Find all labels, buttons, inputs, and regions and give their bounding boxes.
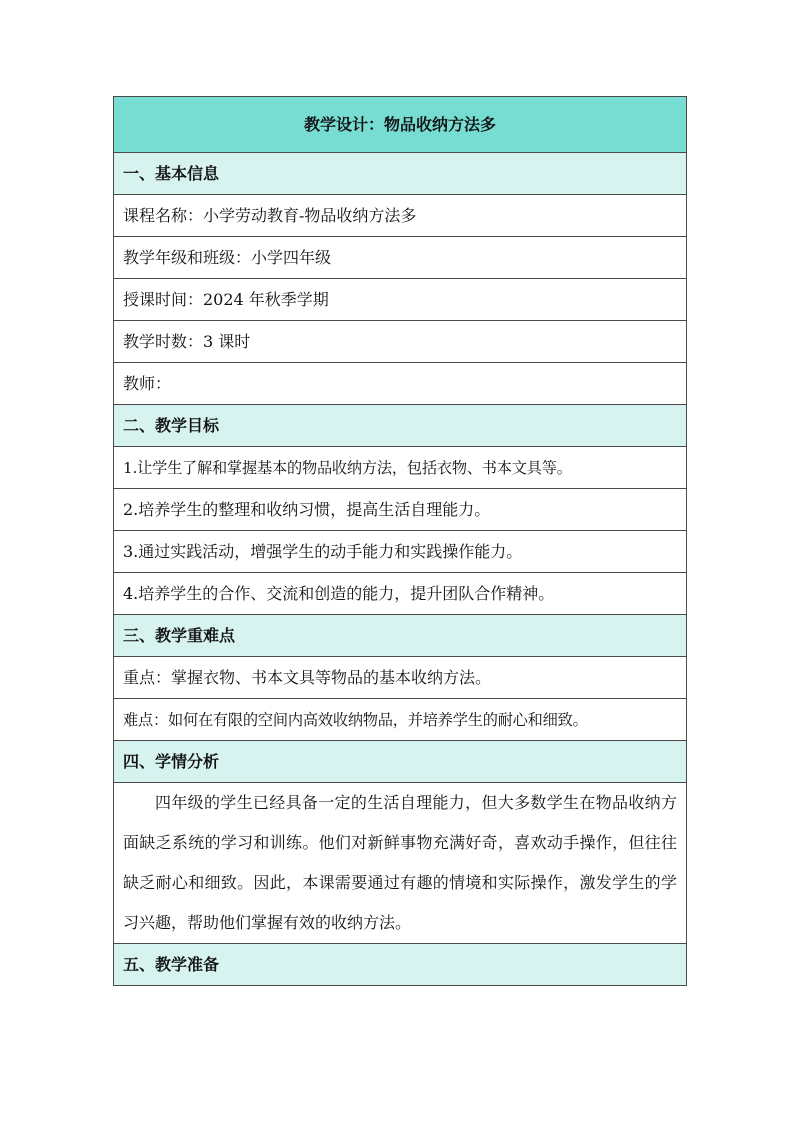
teaching-hours: 教学时数：3 课时 xyxy=(114,321,687,363)
table-row xyxy=(114,279,687,321)
table-row xyxy=(114,447,687,489)
section-header-row xyxy=(114,153,687,195)
table-row xyxy=(114,237,687,279)
table-row xyxy=(114,489,687,531)
table-row xyxy=(114,699,687,741)
section-heading-preparation: 五、教学准备 xyxy=(114,944,687,986)
table-row xyxy=(114,783,687,944)
analysis-paragraph: 四年级的学生已经具备一定的生活自理能力，但大多数学生在物品收纳方面缺乏系统的学习和训练。他们对新鲜事物充满好奇，喜欢动手操作，但往往缺乏耐心和细致。因此，本课需要通过有趣的情境和实际操作，激发学生的学习兴趣，帮助他们掌握有效的收纳方法。 xyxy=(123,793,677,932)
table-row xyxy=(114,657,687,699)
table-row xyxy=(114,363,687,405)
goal-item-4: 4.培养学生的合作、交流和创造的能力，提升团队合作精神。 xyxy=(114,573,687,615)
goal-item-2: 2.培养学生的整理和收纳习惯，提高生活自理能力。 xyxy=(114,489,687,531)
table-row xyxy=(114,195,687,237)
section-header-row xyxy=(114,615,687,657)
goal-item-1: 1.让学生了解和掌握基本的物品收纳方法，包括衣物、书本文具等。 xyxy=(114,447,687,489)
document-title: 教学设计：物品收纳方法多 xyxy=(114,97,687,153)
lesson-plan-table xyxy=(113,96,687,986)
table-row xyxy=(114,321,687,363)
section-heading-key-points: 三、教学重难点 xyxy=(114,615,687,657)
section-heading-goals: 二、教学目标 xyxy=(114,405,687,447)
section-header-row xyxy=(114,944,687,986)
title-row xyxy=(114,97,687,153)
difficult-point: 难点：如何在有限的空间内高效收纳物品，并培养学生的耐心和细致。 xyxy=(114,699,687,741)
teaching-time: 授课时间：2024 年秋季学期 xyxy=(114,279,687,321)
table-row xyxy=(114,531,687,573)
grade-and-class: 教学年级和班级：小学四年级 xyxy=(114,237,687,279)
key-point: 重点：掌握衣物、书本文具等物品的基本收纳方法。 xyxy=(114,657,687,699)
table-row xyxy=(114,573,687,615)
teacher: 教师： xyxy=(114,363,687,405)
goal-item-3: 3.通过实践活动，增强学生的动手能力和实践操作能力。 xyxy=(114,531,687,573)
course-name: 课程名称：小学劳动教育-物品收纳方法多 xyxy=(114,195,687,237)
section-heading-analysis: 四、学情分析 xyxy=(114,741,687,783)
analysis-cell xyxy=(114,783,687,944)
section-header-row xyxy=(114,741,687,783)
section-header-row xyxy=(114,405,687,447)
section-heading-basic-info: 一、基本信息 xyxy=(114,153,687,195)
